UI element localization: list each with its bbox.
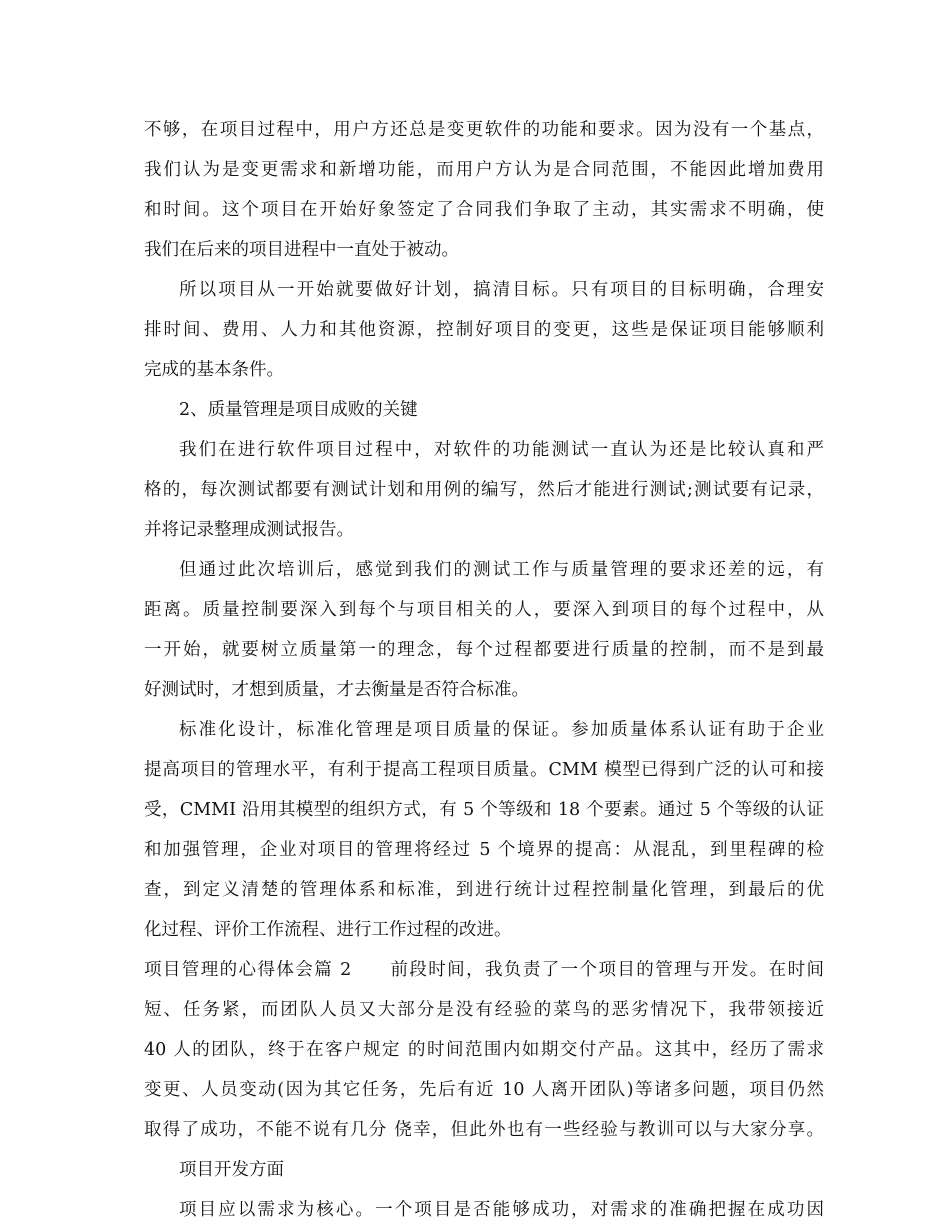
text-line: 好测试时，才想到质量，才去衡量是否符合标准。	[144, 680, 529, 700]
text-line: 提高项目的管理水平，有利于提高工程项目质量。CMM 模型已得到广泛的认可和接	[144, 760, 824, 780]
text-line: 化过程、评价工作流程、进行工作过程的改进。	[144, 920, 512, 940]
text-line: 但通过此次培训后，感觉到我们的测试工作与质量管理的要求还差的远，有	[179, 560, 824, 580]
text-line: 格的，每次测试都要有测试计划和用例的编写，然后才能进行测试;测试要有记录，	[144, 480, 824, 500]
text-line: 排时间、费用、人力和其他资源，控制好项目的变更，这些是保证项目能够顺利	[144, 320, 824, 340]
text-line: 不够，在项目过程中，用户方还总是变更软件的功能和要求。因为没有一个基点，	[144, 120, 824, 140]
text-line: 我们在进行软件项目过程中，对软件的功能测试一直认为还是比较认真和严	[179, 440, 824, 460]
text-line: 受，CMMI 沿用其模型的组织方式，有 5 个等级和 18 个要素。通过 5 个等级的认证	[144, 800, 824, 820]
text-line: 项目管理的心得体会篇 2 前段时间，我负责了一个项目的管理与开发。在时间	[144, 960, 824, 980]
text-line: 和时间。这个项目在开始好象签定了合同我们争取了主动，其实需求不明确，使	[144, 200, 824, 220]
text-line: 取得了成功，不能不说有几分 侥幸，但此外也有一些经验与教训可以与大家分享。	[144, 1120, 824, 1140]
text-line: 一开始，就要树立质量第一的理念，每个过程都要进行质量的控制，而不是到最	[144, 640, 824, 660]
text-line: 40 人的团队，终于在客户规定 的时间范围内如期交付产品。这其中，经历了需求	[144, 1040, 824, 1060]
text-line: 项目应以需求为核心。一个项目是否能够成功，对需求的准确把握在成功因	[179, 1200, 824, 1220]
section-heading: 项目开发方面	[179, 1160, 284, 1180]
text-line: 我们认为是变更需求和新增功能，而用户方认为是合同范围，不能因此增加费用	[144, 160, 824, 180]
text-line: 变更、人员变动(因为其它任务，先后有近 10 人离开团队)等诸多问题，项目仍然	[144, 1080, 824, 1100]
text-line: 我们在后来的项目进程中一直处于被动。	[144, 240, 459, 260]
text-line: 和加强管理，企业对项目的管理将经过 5 个境界的提高：从混乱，到里程碑的检	[144, 840, 824, 860]
text-line: 标准化设计，标准化管理是项目质量的保证。参加质量体系认证有助于企业	[179, 720, 824, 740]
text-line: 距离。质量控制要深入到每个与项目相关的人，要深入到项目的每个过程中，从	[144, 600, 824, 620]
text-line: 完成的基本条件。	[144, 360, 284, 380]
text-line: 并将记录整理成测试报告。	[144, 520, 354, 540]
section-heading: 2、质量管理是项目成败的关键	[179, 400, 418, 420]
text-line: 所以项目从一开始就要做好计划，搞清目标。只有项目的目标明确，合理安	[179, 280, 824, 300]
text-line: 查，到定义清楚的管理体系和标准，到进行统计过程控制量化管理，到最后的优	[144, 880, 824, 900]
text-line: 短、任务紧，而团队人员又大部分是没有经验的菜鸟的恶劣情况下，我带领接近	[144, 1000, 824, 1020]
